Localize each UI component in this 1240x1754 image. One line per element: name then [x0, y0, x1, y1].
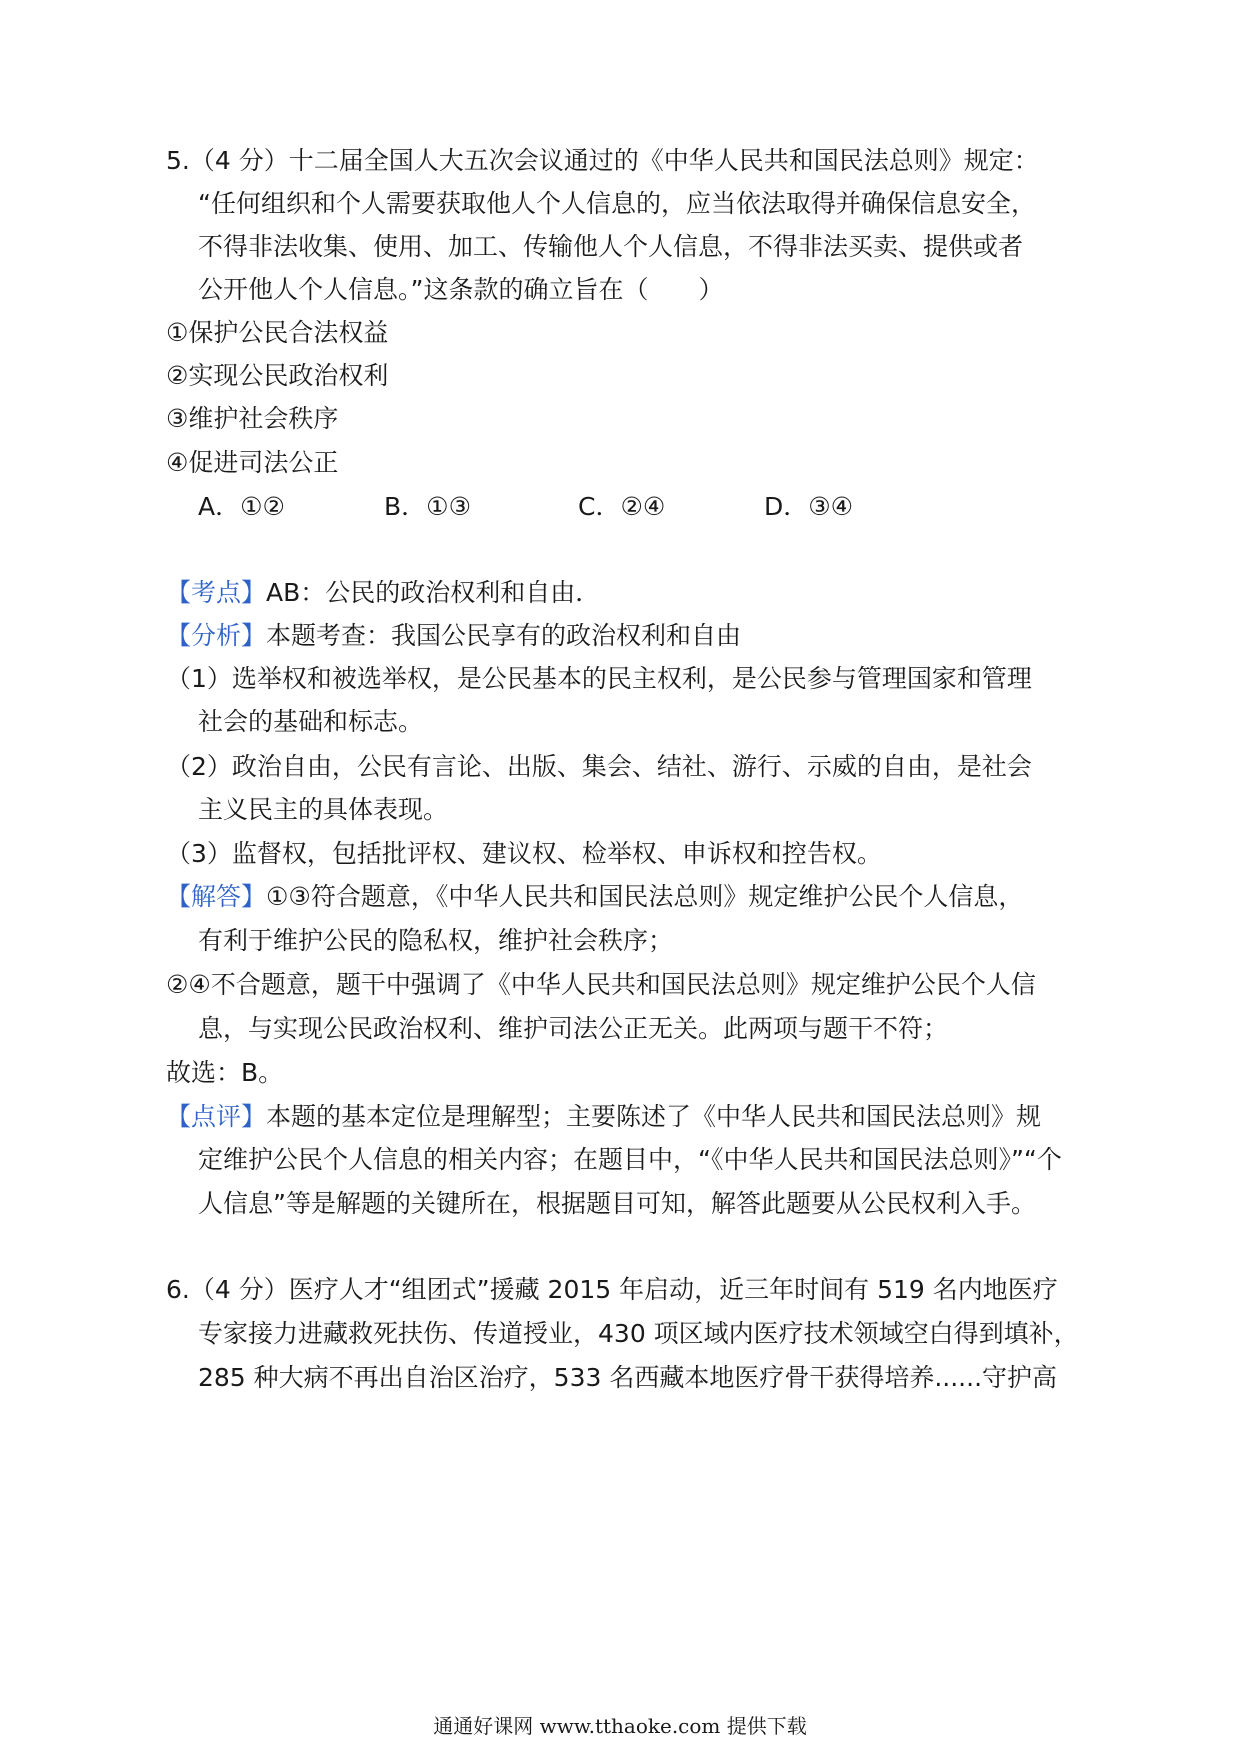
dianping-line	[166, 1100, 1041, 1134]
jieda-text: ①③符合题意，《中华人民共和国民法总则》规定维护公民个人信息，	[266, 882, 1024, 911]
dianping-tag: 【点评】	[166, 1102, 267, 1131]
kaodian-tag: 【考点】	[166, 578, 267, 607]
fenxi-text: 本题考查：我国公民享有的政治权利和自由	[266, 621, 742, 650]
dianping-line-2: 定维护公民个人信息的相关内容；在题目中，“《中华人民共和国民法总则》”“个	[198, 1145, 1062, 1174]
q5-option-c: C．②④	[578, 492, 666, 521]
q5-line-2: “任何组织和个人需要获取他人个人信息的，应当依法取得并确保信息安全，	[198, 189, 1036, 218]
q5-line-4: 公开他人个人信息。”这条款的确立旨在（ ）	[198, 275, 724, 304]
fenxi-point-2-cont: 主义民主的具体表现。	[198, 795, 449, 824]
jieda-answer: 故选：B。	[166, 1058, 284, 1087]
jieda-line-2: 有利于维护公民的隐私权，维护社会秩序；	[198, 926, 674, 955]
fenxi-point-1-cont: 社会的基础和标志。	[198, 707, 424, 736]
q5-option-b: B．①③	[384, 492, 471, 521]
fenxi-point-3: （3）监督权，包括批评权、建议权、检举权、申诉权和控告权。	[166, 839, 882, 868]
q5-option-d: D．③④	[764, 492, 854, 521]
kaodian-text: AB：公民的政治权利和自由．	[266, 578, 601, 607]
q6-line-1: 6.（4 分）医疗人才“组团式”援藏 2015 年启动，近三年时间有 519 名内地医疗	[166, 1275, 1058, 1304]
q5-item-4: ④促进司法公正	[166, 448, 339, 477]
q6-line-3: 285 种大病不再出自治区治疗，533 名西藏本地医疗骨干获得培养......守护高	[198, 1363, 1058, 1392]
q5-option-a: A．①②	[198, 492, 285, 521]
fenxi-tag: 【分析】	[166, 621, 267, 650]
jieda-tag: 【解答】	[166, 882, 267, 911]
jieda-line-4: 息，与实现公民政治权利、维护司法公正无关。此两项与题干不符；	[198, 1014, 949, 1043]
page-footer: 通通好课网 www.tthaoke.com 提供下载	[433, 1714, 807, 1738]
dianping-line-3: 人信息”等是解题的关键所在，根据题目可知，解答此题要从公民权利入手。	[198, 1189, 1036, 1218]
q5-item-3: ③维护社会秩序	[166, 404, 339, 433]
dianping-text: 本题的基本定位是理解型；主要陈述了《中华人民共和国民法总则》规	[266, 1102, 1042, 1131]
q5-line-3: 不得非法收集、使用、加工、传输他人个人信息，不得非法买卖、提供或者	[198, 232, 1024, 261]
jieda-line-3: ②④不合题意，题干中强调了《中华人民共和国民法总则》规定维护公民个人信	[166, 970, 1036, 999]
q5-line-1: 5.（4 分）十二届全国人大五次会议通过的《中华人民共和国民法总则》规定：	[166, 146, 1039, 175]
jieda-line	[166, 880, 1023, 914]
q6-line-2: 专家接力进藏救死扶伤、传道授业，430 项区域内医疗技术领域空白得到填补，	[198, 1319, 1079, 1348]
kaodian-line	[166, 576, 600, 610]
fenxi-line	[166, 619, 741, 653]
q5-item-2: ②实现公民政治权利	[166, 361, 389, 390]
fenxi-point-1: （1）选举权和被选举权，是公民基本的民主权利，是公民参与管理国家和管理	[166, 664, 1032, 693]
fenxi-point-2: （2）政治自由，公民有言论、出版、集会、结社、游行、示威的自由，是社会	[166, 752, 1032, 781]
q5-item-1: ①保护公民合法权益	[166, 318, 389, 347]
